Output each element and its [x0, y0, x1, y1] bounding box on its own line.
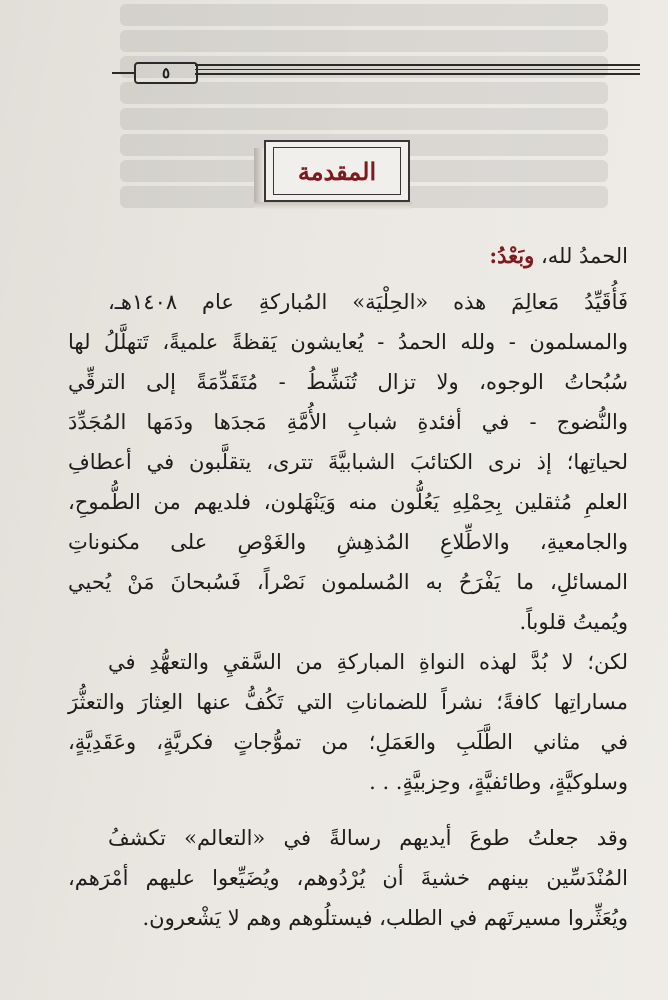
paragraph-line: في مثاني الطَّلَبِ والعَمَلِ؛ من تموُّجاتٍ فكريَّةٍ، وعَقَدِيَّةٍ، — [68, 730, 628, 754]
page-number: ٥ — [134, 62, 198, 84]
title-box — [264, 140, 410, 202]
paragraph-line: سُبُحاتُ الوجوه، ولا تزال تُنَشِّطُ - مُتَقَدِّمَةً إلى الترقِّي — [68, 370, 628, 394]
paragraph-line: وسلوكيَّةٍ، وطائفيَّةٍ، وحِزبيَّةٍ. . . — [369, 770, 628, 794]
opening-lead: وبَعْدُ: — [489, 243, 535, 268]
paragraph-line: والمسلمون - ولله الحمدُ - يُعايشون يَقظةً علميةً، تَتهلَّلُ لها — [68, 330, 628, 354]
title-box-shadow — [254, 148, 264, 210]
paragraph-line: ويُميتُ قلوباً. — [519, 610, 628, 634]
paragraph-line: والجامعيةِ، والاطِّلاعِ المُذهِشِ والغَوْصِ على مكنوناتِ — [68, 530, 628, 554]
paragraph-line: العلمِ مُثقلين بِحِمْلِهِ يَعُلُّون منه وَيَنْهَلون، فلديهم من الطُّموحِ، — [68, 490, 628, 514]
title-box-bottom — [254, 202, 412, 210]
chapter-title: المقدمة — [297, 156, 377, 186]
opening-line — [489, 236, 628, 276]
opening-text: الحمدُ لله، — [534, 244, 628, 268]
paragraph-line: المُنْدَسِّين بينهم خشيةَ أن يُرْدُوهم، ويُضَيِّعوا عليهم أمْرَهم، — [68, 866, 628, 890]
paragraph-line: ويُعَثِّروا مسيرتَهم في الطلب، فيستلُوهم وهم لا يَشْعرون. — [142, 906, 628, 930]
paragraph-line: وقد جعلتُ طوعَ أيديهم رسالةً في «التعالم» تكشفُ — [108, 826, 628, 850]
paragraph-line: لحياتِها؛ إذ نرى الكتائبَ الشبابيَّةَ تترى، يتقلَّبون في أعطافِ — [68, 450, 628, 474]
paragraph-line: لكن؛ لا بُدَّ لهذه النواةِ المباركةِ من السَّقيِ والتعهُّدِ في — [108, 650, 628, 674]
header-rule — [195, 64, 640, 78]
paragraph-3 — [68, 818, 628, 938]
paragraph-line: مساراتِها كافةً؛ نشراً للضماناتِ التي تَكُفُّ عنها العِثارَ والتعثُّرَ — [68, 690, 628, 714]
paragraph-2 — [68, 642, 628, 802]
paragraph-line: والنُّضوج - في أفئدةِ شبابِ الأُمَّةِ مَجدَها ودَمَها المُجَدِّدَ — [68, 410, 628, 434]
paragraph-line: فَأُقَيِّدُ مَعالِمَ هذه «الحِلْيَة» المُباركةِ عام ١٤٠٨هـ، — [108, 290, 628, 314]
paragraph-1 — [68, 282, 628, 642]
paragraph-line: المسائلِ، ما يَفْرَحُ به المُسلمون نَصْراً، فَسُبحانَ مَنْ يُحيي — [68, 570, 628, 594]
